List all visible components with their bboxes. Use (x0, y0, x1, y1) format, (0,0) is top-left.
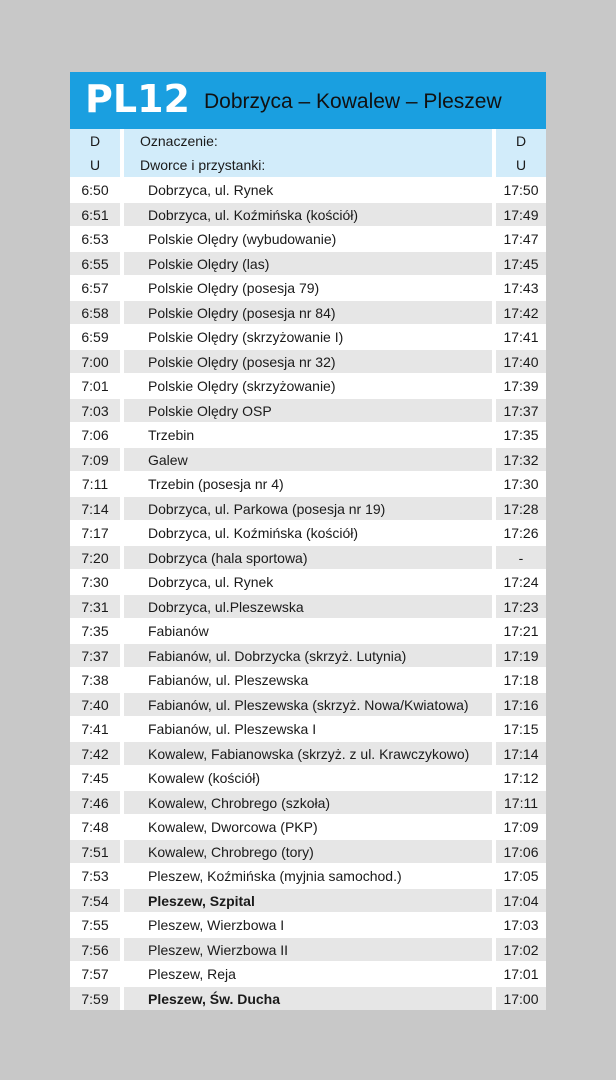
table-row (70, 545, 546, 570)
table-header-row (70, 129, 546, 153)
stop-name: Kowalew, Fabianowska (skrzyż. z ul. Krawczykowo) (120, 742, 496, 766)
stop-name: Kowalew, Dworcowa (PKP) (120, 815, 496, 839)
return-time: 17:50 (503, 182, 539, 198)
return-time: 17:40 (503, 353, 539, 370)
table-row (70, 888, 546, 913)
departure-time: 6:57 (81, 280, 109, 296)
return-time: 17:35 (503, 427, 539, 443)
departure-time: 6:55 (81, 255, 109, 272)
table-row (70, 937, 546, 962)
table-header-row (70, 153, 546, 177)
departure-time: 7:06 (81, 427, 109, 443)
return-time: 17:47 (503, 231, 539, 247)
return-time: 17:04 (503, 892, 539, 909)
departure-time: 7:30 (81, 574, 109, 590)
stop-name: Polskie Olędry (skrzyżowanie) (120, 374, 496, 398)
header-ret-label: D (515, 133, 527, 149)
return-time: 17:26 (503, 525, 539, 541)
departure-time: 7:59 (81, 990, 109, 1007)
return-time: 17:18 (503, 672, 539, 688)
stop-name: Fabianów, ul. Dobrzycka (skrzyż. Lutynia) (120, 644, 496, 668)
table-row (70, 716, 546, 741)
table-row (70, 275, 546, 300)
departure-time: 7:54 (81, 892, 109, 909)
table-row (70, 863, 546, 888)
departure-time: 7:35 (81, 623, 109, 639)
departure-time: 7:48 (81, 819, 109, 835)
table-row (70, 202, 546, 227)
route-header (70, 72, 546, 129)
return-time: 17:23 (503, 598, 539, 615)
stop-name: Kowalew (kościół) (120, 766, 496, 790)
return-time: 17:02 (503, 941, 539, 958)
return-time: 17:05 (503, 868, 539, 884)
table-row (70, 912, 546, 937)
header-designation-label: Oznaczenie: (120, 129, 496, 153)
stop-name: Pleszew, Wierzbowa I (120, 913, 496, 937)
return-time: 17:01 (503, 966, 539, 982)
return-time: 17:12 (503, 770, 539, 786)
header-dep-label: U (89, 157, 101, 173)
stop-name: Pleszew, Koźmińska (myjnia samochod.) (120, 864, 496, 888)
stop-name: Polskie Olędry (posesja nr 32) (120, 350, 496, 374)
stop-name: Dobrzyca (hala sportowa) (120, 546, 496, 570)
return-time: 17:00 (503, 990, 539, 1007)
departure-time: 7:03 (81, 402, 109, 419)
return-time: 17:39 (503, 378, 539, 394)
stop-name: Pleszew, Reja (120, 962, 496, 986)
stop-name: Fabianów, ul. Pleszewska I (120, 717, 496, 741)
stop-name: Trzebin (posesja nr 4) (120, 472, 496, 496)
header-stops-label: Dworce i przystanki: (120, 153, 496, 177)
stop-name: Fabianów (120, 619, 496, 643)
departure-time: 6:59 (81, 329, 109, 345)
departure-time: 7:45 (81, 770, 109, 786)
return-time: 17:28 (503, 500, 539, 517)
stop-name: Galew (120, 448, 496, 472)
stop-name: Fabianów, ul. Pleszewska (skrzyż. Nowa/Kwiatowa) (120, 693, 496, 717)
departure-time: 6:50 (81, 182, 109, 198)
table-row (70, 324, 546, 349)
table-row (70, 447, 546, 472)
stop-name: Pleszew, Św. Ducha (120, 987, 496, 1011)
departure-time: 7:17 (81, 525, 109, 541)
departure-time: 7:53 (81, 868, 109, 884)
return-time: 17:21 (503, 623, 539, 639)
stop-name: Dobrzyca, ul. Koźmińska (kościół) (120, 521, 496, 545)
stop-name: Dobrzyca, ul.Pleszewska (120, 595, 496, 619)
departure-time: 7:00 (81, 353, 109, 370)
table-row (70, 692, 546, 717)
return-time: 17:49 (503, 206, 539, 223)
departure-time: 6:53 (81, 231, 109, 247)
departure-time: 7:31 (81, 598, 109, 615)
stop-name: Dobrzyca, ul. Rynek (120, 570, 496, 594)
table-row (70, 765, 546, 790)
departure-time: 7:41 (81, 721, 109, 737)
table-row (70, 251, 546, 276)
stop-name: Dobrzyca, ul. Rynek (120, 178, 496, 202)
return-time: 17:37 (503, 402, 539, 419)
departure-time: 7:14 (81, 500, 109, 517)
departure-time: 6:58 (81, 304, 109, 321)
table-row (70, 373, 546, 398)
departure-time: 7:51 (81, 843, 109, 860)
table-row (70, 471, 546, 496)
header-ret-label: U (515, 157, 527, 173)
table-row (70, 618, 546, 643)
return-time: 17:03 (503, 917, 539, 933)
return-time: 17:11 (504, 794, 538, 811)
return-time: 17:14 (503, 745, 539, 762)
stop-name: Dobrzyca, ul. Parkowa (posesja nr 19) (120, 497, 496, 521)
return-time: 17:06 (503, 843, 539, 860)
return-time: 17:16 (503, 696, 539, 713)
departure-time: 6:51 (81, 206, 109, 223)
departure-time: 7:01 (81, 378, 109, 394)
return-time: 17:41 (503, 329, 539, 345)
table-row (70, 226, 546, 251)
return-time: 17:09 (503, 819, 539, 835)
route-name: Dobrzyca – Kowalew – Pleszew (204, 90, 502, 113)
stop-name: Pleszew, Wierzbowa II (120, 938, 496, 962)
departure-time: 7:40 (81, 696, 109, 713)
table-row (70, 667, 546, 692)
table-row (70, 398, 546, 423)
return-time: 17:24 (503, 574, 539, 590)
table-row (70, 643, 546, 668)
table-row (70, 986, 546, 1011)
timetable-card (70, 72, 546, 1010)
stop-name: Kowalew, Chrobrego (szkoła) (120, 791, 496, 815)
return-time: 17:32 (503, 451, 539, 468)
table-row (70, 594, 546, 619)
departure-time: 7:37 (81, 647, 109, 664)
table-row (70, 422, 546, 447)
table-row (70, 177, 546, 202)
return-time: - (518, 549, 524, 566)
return-time: 17:30 (503, 476, 539, 492)
stop-name: Polskie Olędry (wybudowanie) (120, 227, 496, 251)
departure-time: 7:57 (81, 966, 109, 982)
departure-time: 7:09 (81, 451, 109, 468)
departure-time: 7:11 (81, 476, 109, 492)
stop-name: Polskie Olędry OSP (120, 399, 496, 423)
departure-time: 7:56 (81, 941, 109, 958)
stops-table (70, 177, 546, 1010)
departure-time: 7:46 (81, 794, 109, 811)
table-row (70, 520, 546, 545)
table-row (70, 839, 546, 864)
header-dep-label: D (89, 133, 101, 149)
departure-time: 7:55 (81, 917, 109, 933)
table-row (70, 790, 546, 815)
stop-name: Fabianów, ul. Pleszewska (120, 668, 496, 692)
return-time: 17:19 (503, 647, 539, 664)
stop-name: Kowalew, Chrobrego (tory) (120, 840, 496, 864)
table-row (70, 741, 546, 766)
return-time: 17:15 (503, 721, 539, 737)
departure-time: 7:20 (81, 549, 109, 566)
table-row (70, 496, 546, 521)
stop-name: Polskie Olędry (las) (120, 252, 496, 276)
stop-name: Polskie Olędry (posesja nr 84) (120, 301, 496, 325)
table-row (70, 349, 546, 374)
stop-name: Polskie Olędry (skrzyżowanie I) (120, 325, 496, 349)
stop-name: Pleszew, Szpital (120, 889, 496, 913)
table-row (70, 569, 546, 594)
return-time: 17:42 (503, 304, 539, 321)
stop-name: Dobrzyca, ul. Koźmińska (kościół) (120, 203, 496, 227)
table-row (70, 814, 546, 839)
table-row (70, 961, 546, 986)
route-code: PL12 (85, 77, 190, 121)
departure-time: 7:42 (81, 745, 109, 762)
return-time: 17:43 (503, 280, 539, 296)
stop-name: Trzebin (120, 423, 496, 447)
table-row (70, 300, 546, 325)
departure-time: 7:38 (81, 672, 109, 688)
return-time: 17:45 (503, 255, 539, 272)
stop-name: Polskie Olędry (posesja 79) (120, 276, 496, 300)
